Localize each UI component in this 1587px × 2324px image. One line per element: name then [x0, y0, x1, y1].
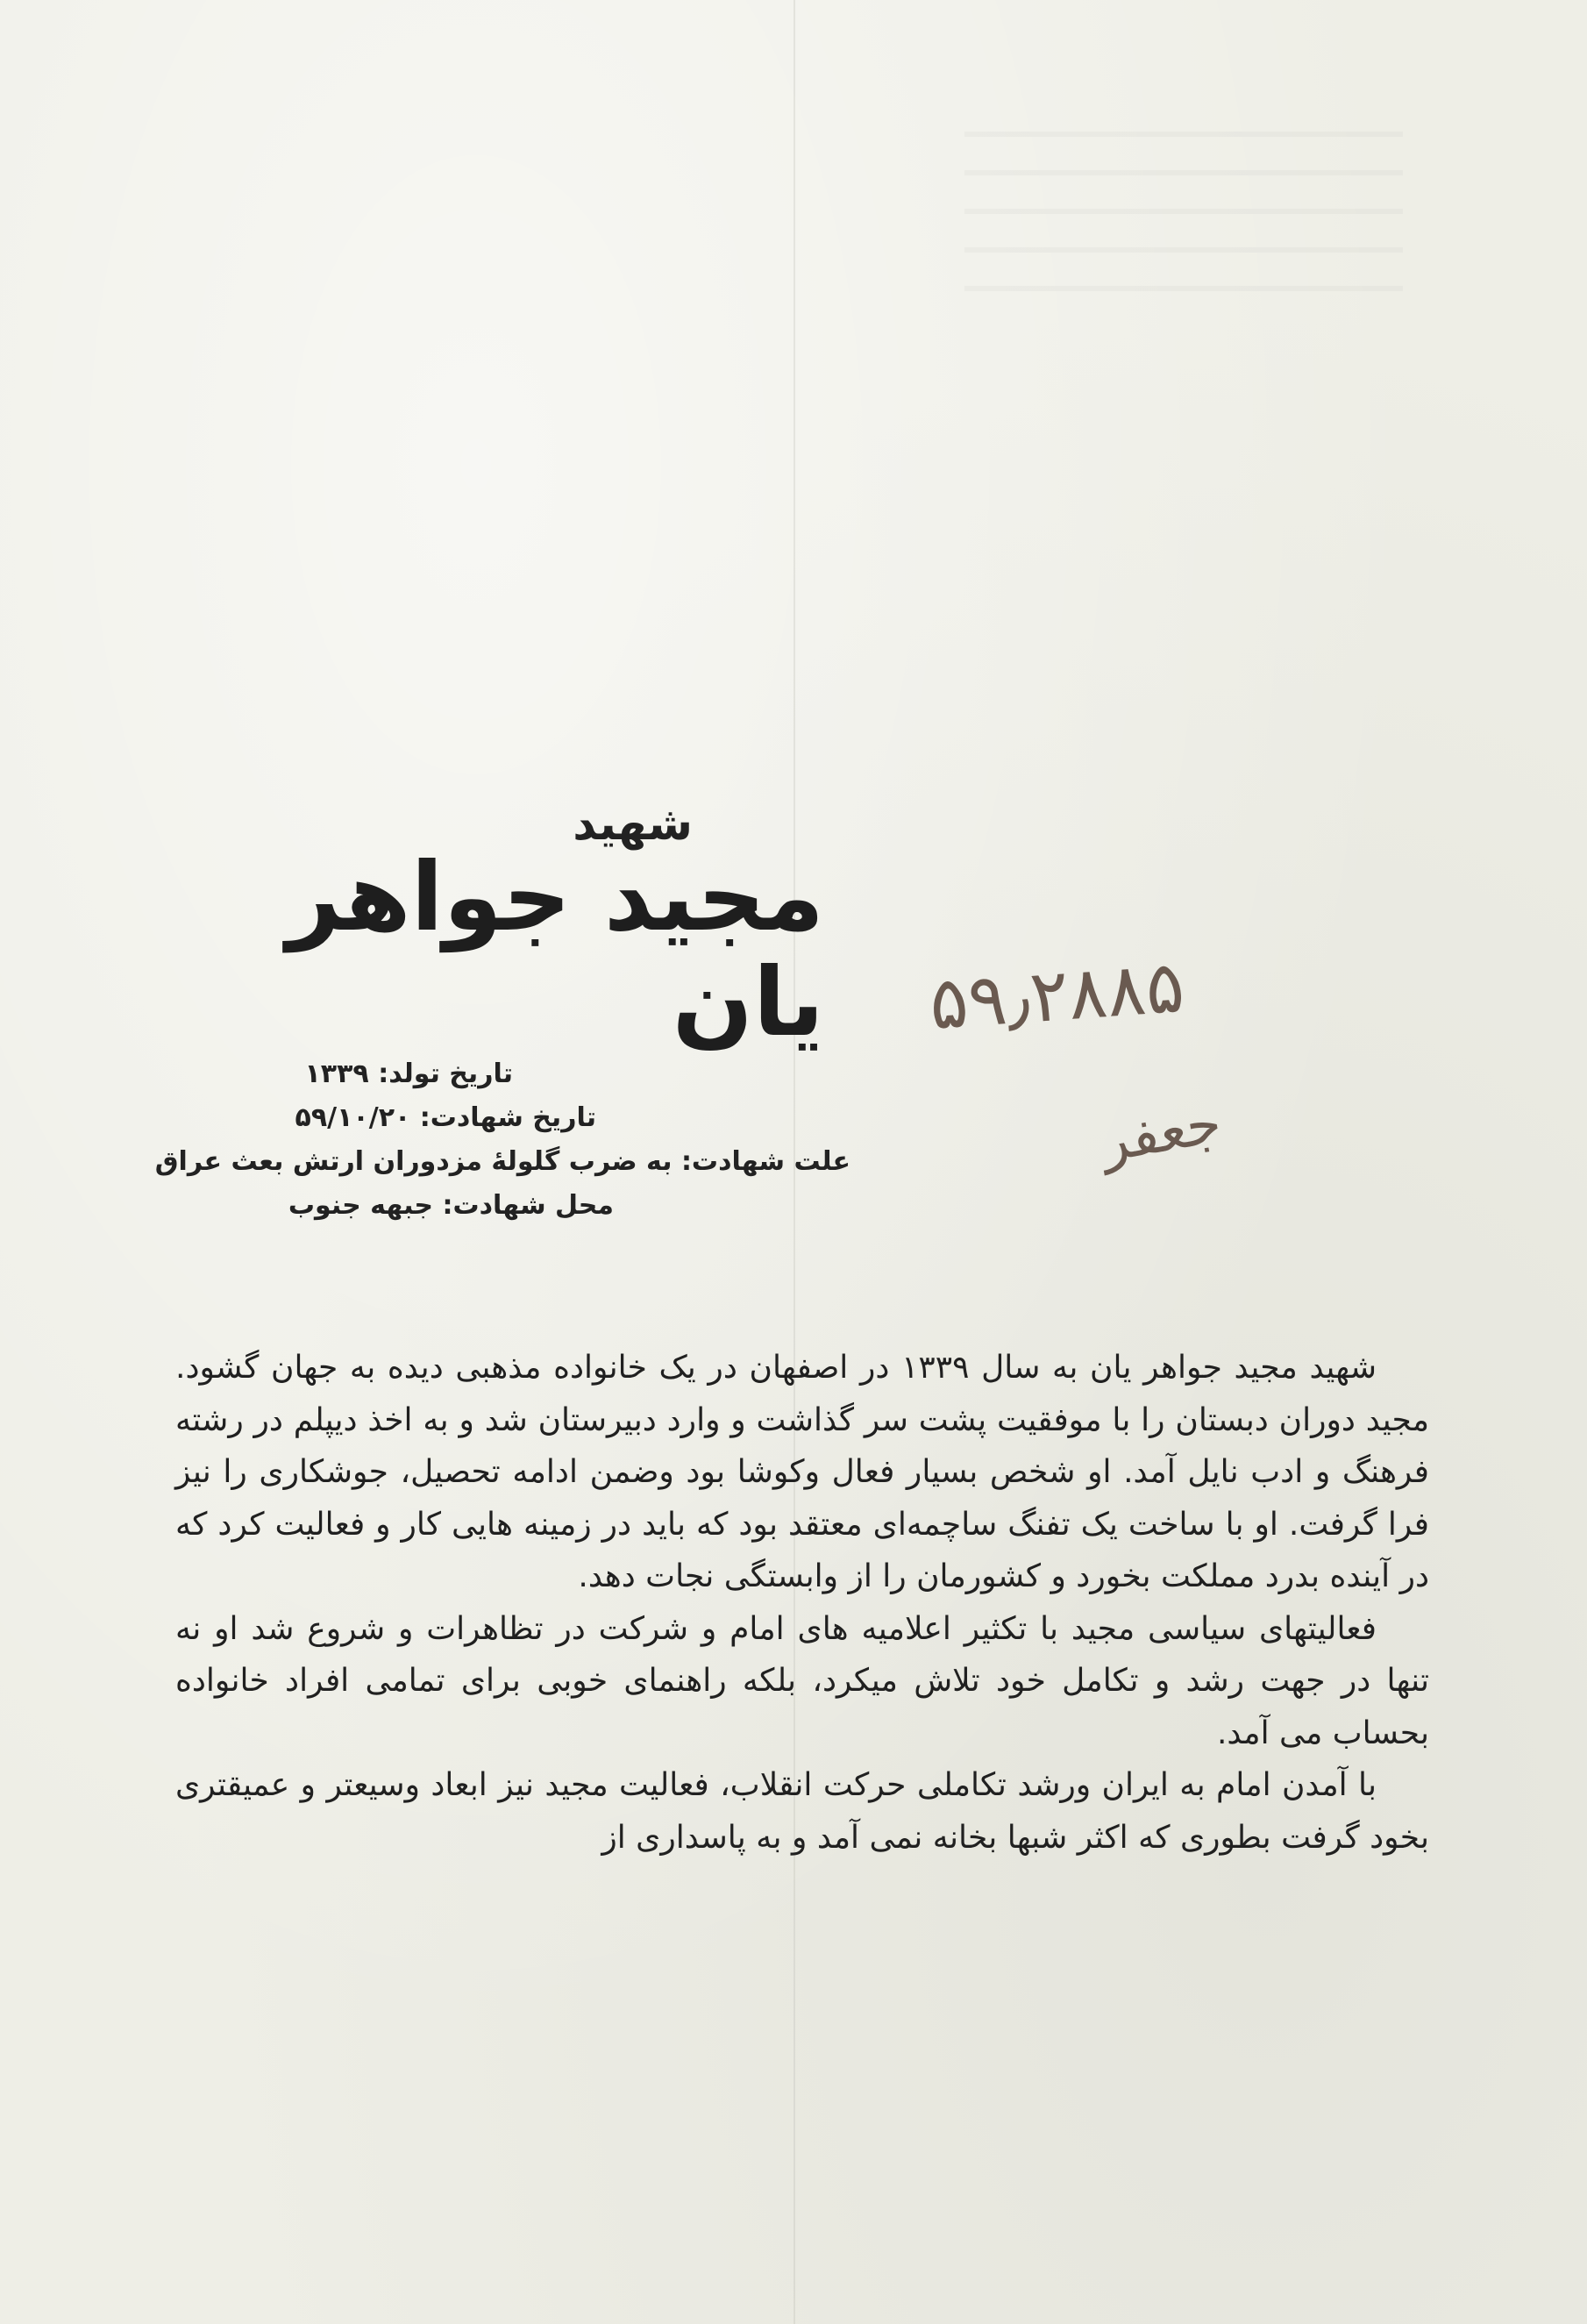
page-title: مجید جواهر یان: [286, 843, 824, 1058]
paragraph-3: با آمدن امام به ایران ورشد تکاملی حرکت انقلاب، فعالیت مجید نیز ابعاد وسیعتر و عمیقتری بخود گرفت بطوری که اکثر شبها بخانه نمی آمد و به پاسداری از: [175, 1767, 1429, 1856]
body-text: [175, 1342, 1429, 1864]
handwritten-word: جعفر: [1095, 1090, 1227, 1176]
fact-birth-date: تاریخ تولد: ۱۳۳۹: [304, 1059, 513, 1089]
fact-martyrdom-cause: علت شهادت: به ضرب گلولهٔ مزدوران ارتش بعث عراق: [154, 1146, 850, 1177]
title-prefix: شهید: [573, 798, 693, 851]
paragraph-1: شهید مجید جواهر یان به سال ۱۳۳۹ در اصفهان در یک خانواده مذهبی دیده به جهان گشود. مجید دوران دبستان را با موفقیت پشت سر گذاشت و وارد دبیرستان شد و به اخذ دیپلم در رشته فرهنگ و ادب نایل آمد. او شخص بسیار فعال وکوشا بود وضمن ادامه تحصیل، جوشکاری را نیز فرا گرفت. او با ساخت یک تفنگ ساچمه‌ای معتقد بود که باید در زمینه هایی کار و فعالیت کرد که در آینده بدرد مملکت بخورد و کشورمان را از وابستگی نجات دهد.: [175, 1350, 1429, 1594]
title-block: [132, 798, 824, 1056]
facts-list: [132, 1052, 850, 1228]
fact-martyrdom-date: تاریخ شهادت: ۵۹/۱۰/۲۰: [295, 1102, 596, 1133]
paragraph-2: فعالیتهای سیاسی مجید با تکثیر اعلامیه های امام و شرکت در تظاهرات و شروع شد او نه تنها در جهت رشد و تکامل خود تلاش میکرد، بلکه راهنمای خوبی برای تمامی افراد خانواده بحساب می آمد.: [175, 1610, 1429, 1751]
handwritten-number: ۵۹٫۲۸۸۵: [927, 945, 1187, 1047]
bleed-through-text: [964, 132, 1403, 324]
fact-martyrdom-place: محل شهادت: جبهه جنوب: [288, 1190, 614, 1221]
